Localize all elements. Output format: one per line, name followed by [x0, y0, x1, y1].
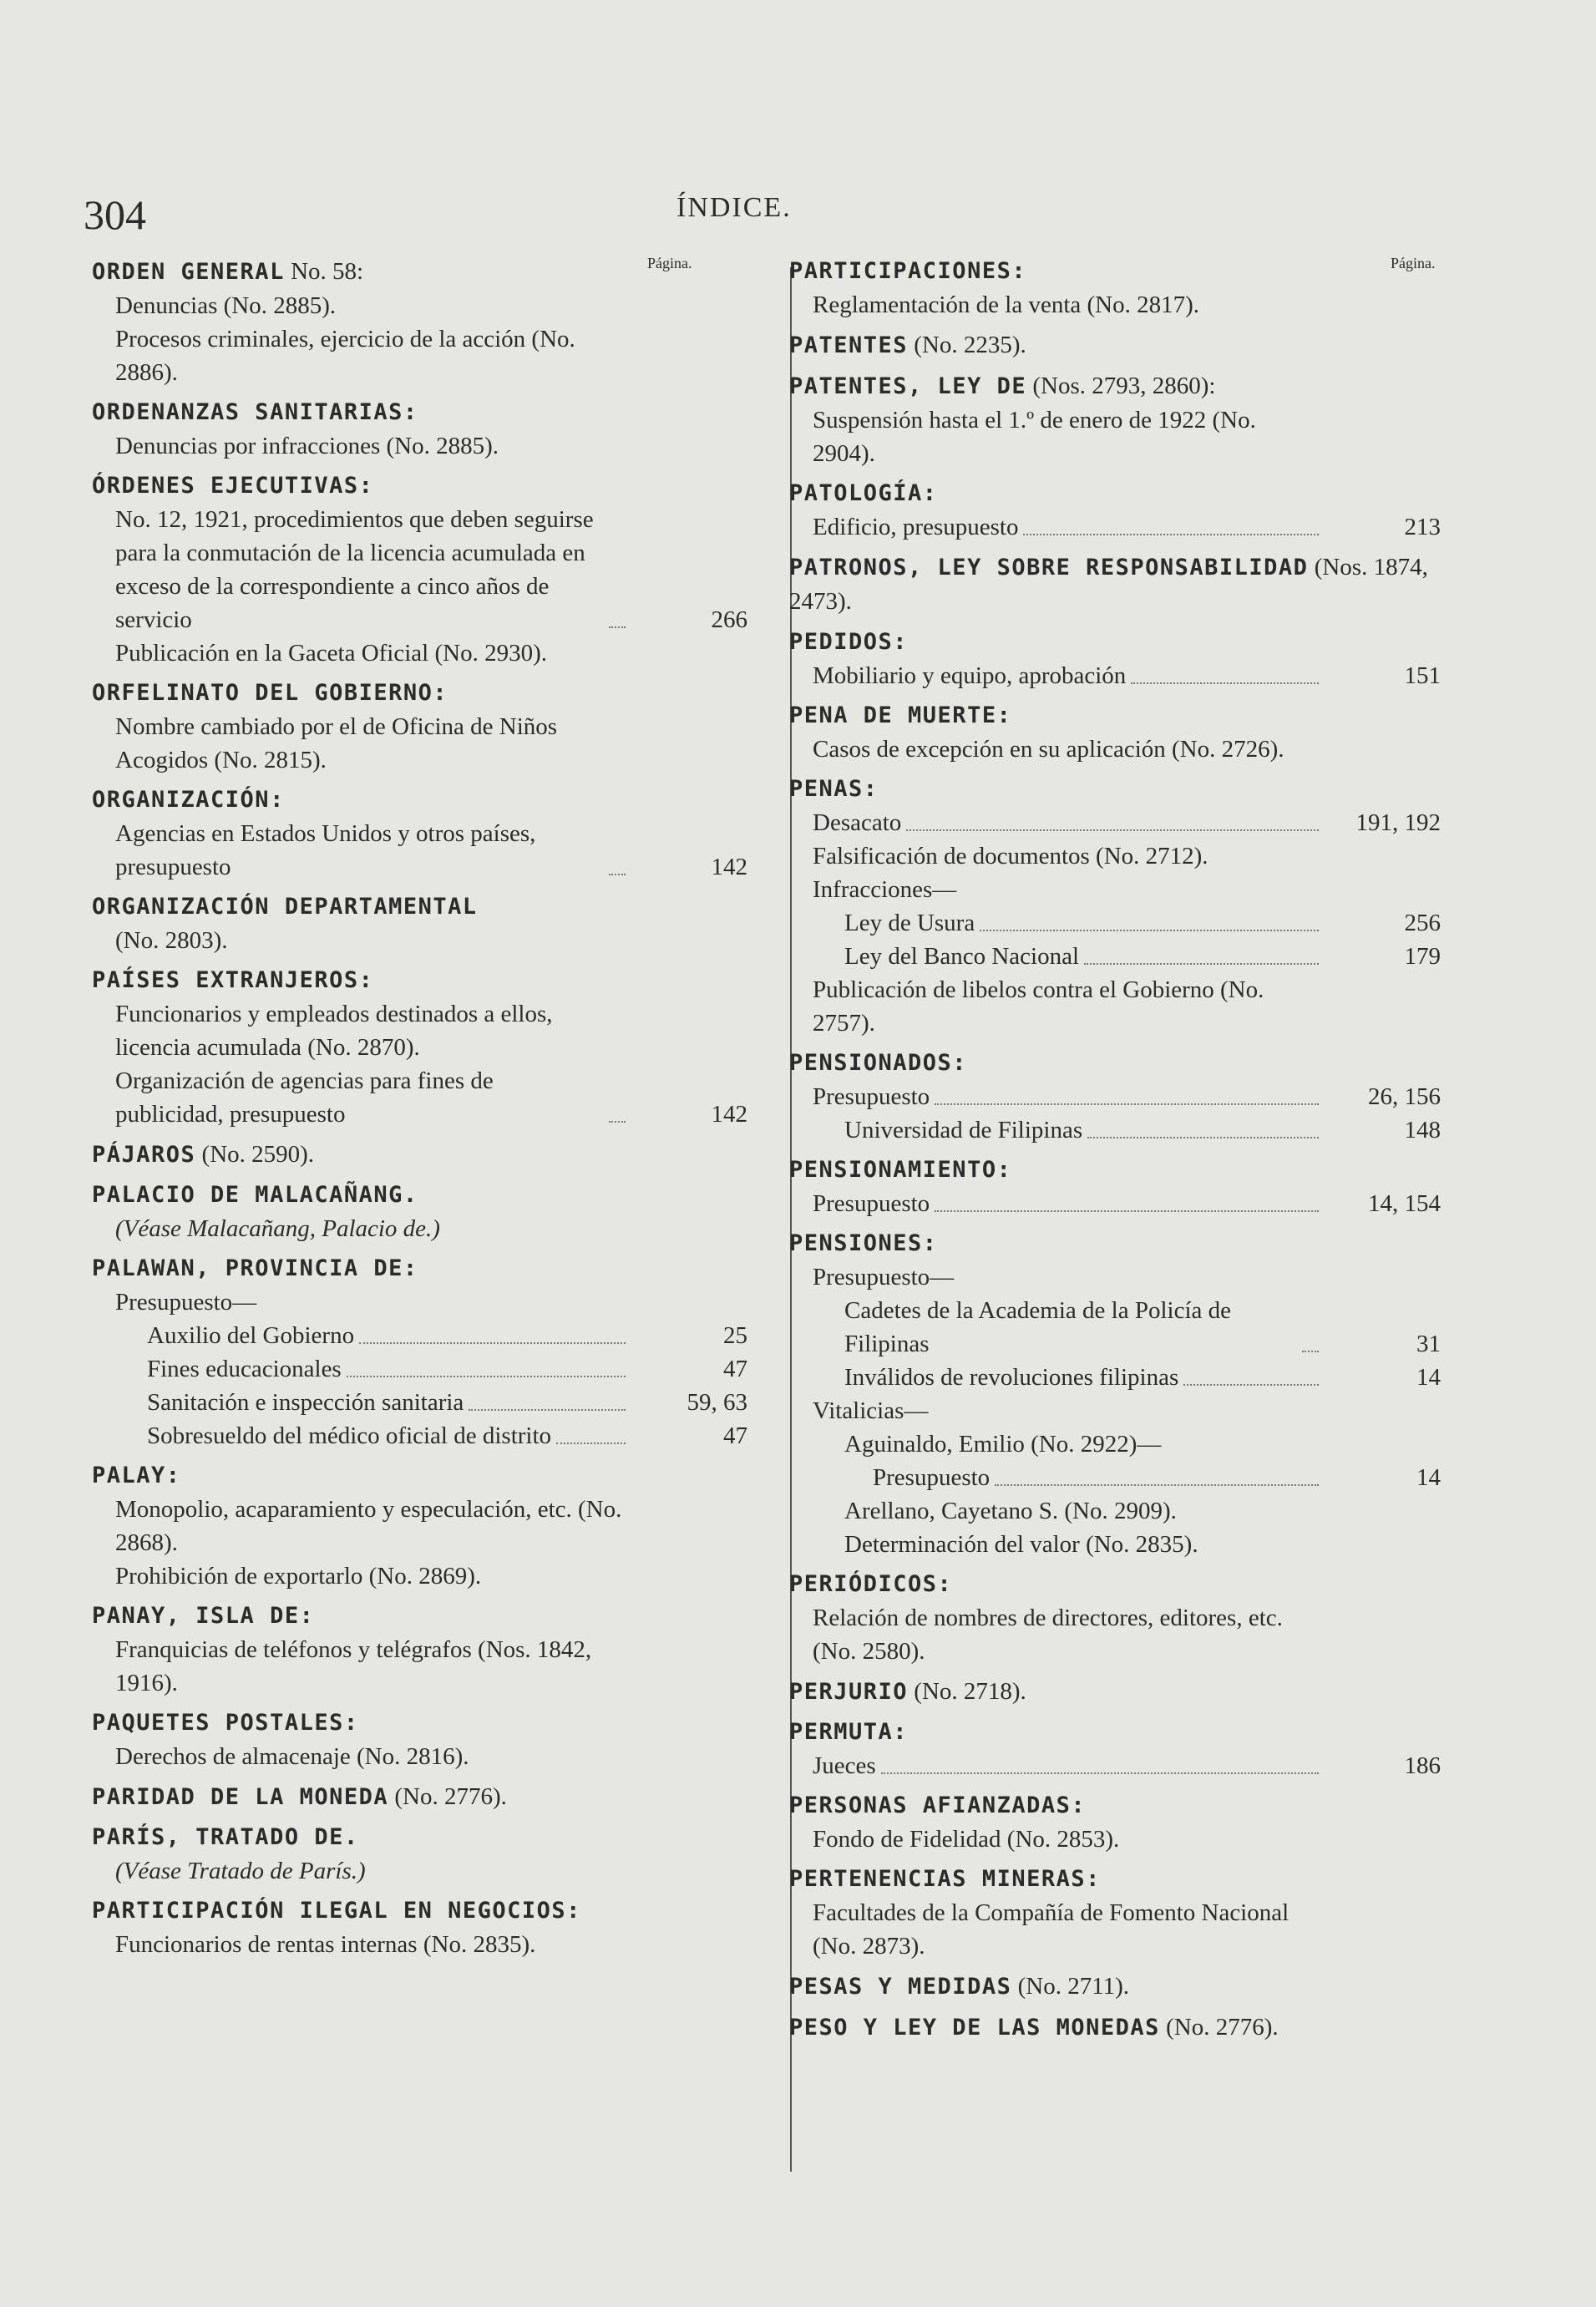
sub-entry-text: Funcionarios de rentas internas (No. 2835).: [115, 1931, 536, 1958]
page-reference: 14: [1416, 1364, 1441, 1391]
page-reference: 142: [711, 854, 747, 880]
sub-entry-text: Ley del Banco Nacional: [844, 943, 1080, 970]
entry-heading-text: PENSIONES:: [789, 1230, 938, 1256]
dot-leader: [935, 1103, 1319, 1105]
dot-leader: [469, 1409, 626, 1411]
entry-heading: [92, 1821, 747, 1854]
sub-entry: [789, 1823, 1441, 1856]
entry-heading: [789, 255, 1441, 288]
entry-heading-text: PERIÓDICOS:: [789, 1571, 953, 1597]
sub-entry: [789, 1080, 1441, 1113]
dot-leader: [556, 1443, 626, 1444]
page-reference: 59, 63: [687, 1389, 747, 1416]
sub-entry: [92, 503, 747, 636]
entry-heading: [789, 2010, 1441, 2045]
entry-heading-text: PENSIONADOS:: [789, 1050, 968, 1076]
entry-heading-text: PENA DE MUERTE:: [789, 702, 1012, 728]
page-reference: 47: [723, 1356, 747, 1382]
entry-heading-text: PAQUETES POSTALES:: [92, 1710, 359, 1736]
sub-entry: [789, 1113, 1441, 1147]
sub-entry-text: Facultades de la Compañía de Fomento Nacional (No. 2873).: [813, 1899, 1289, 1960]
entry-heading: [789, 328, 1441, 363]
page-reference: 148: [1404, 1117, 1441, 1143]
index-entry: [789, 550, 1441, 619]
sub-entry: [789, 839, 1441, 873]
sub-entry: [92, 429, 747, 463]
sub-entry: [789, 1294, 1441, 1361]
sub-entry-text: Desacato: [813, 809, 902, 836]
entry-heading-ref: No. 58:: [284, 258, 364, 285]
sub-entry-text: Relación de nombres de directores, editores, etc. (No. 2580).: [813, 1605, 1283, 1665]
sub-entry: [92, 1386, 747, 1419]
sub-entry-text: Infracciones—: [813, 876, 957, 903]
page-reference: 213: [1404, 514, 1441, 540]
entry-heading: [789, 1047, 1441, 1080]
sub-entry-text: Inválidos de revoluciones filipinas: [844, 1364, 1179, 1391]
entry-heading: [92, 396, 747, 429]
entry-heading-ref: (No. 2776).: [1159, 2014, 1279, 2041]
entry-heading-ref: (No. 2711).: [1011, 1973, 1130, 2000]
index-entry: [92, 255, 747, 389]
page-reference: 266: [711, 606, 747, 633]
sub-entry-text: Franquicias de teléfonos y telégrafos (Nos. 1842, 1916).: [115, 1636, 592, 1696]
index-entry: [92, 890, 747, 957]
sub-entry: [92, 289, 747, 322]
sub-entry-text: Publicación en la Gaceta Oficial (No. 2930).: [115, 640, 547, 667]
dot-leader: [980, 930, 1319, 931]
sub-entry-text: Fines educacionales: [147, 1356, 342, 1382]
entry-heading-ref: (No. 2235).: [908, 332, 1026, 358]
entry-heading-text: PATENTES, LEY DE: [789, 373, 1027, 399]
sub-entry-text: Arellano, Cayetano S. (No. 2909).: [844, 1498, 1177, 1524]
sub-entry: [789, 940, 1441, 973]
sub-entry: [789, 510, 1441, 544]
entry-heading: [789, 1863, 1441, 1896]
sub-entry-text: Procesos criminales, ejercicio de la acción (No. 2886).: [115, 326, 575, 386]
entry-heading-text: PATENTES: [789, 332, 909, 358]
sub-entry-text: (No. 2803).: [115, 927, 228, 954]
sub-entry: [789, 1896, 1441, 1963]
entry-heading-text: ÓRDENES EJECUTIVAS:: [92, 473, 374, 499]
entry-heading-text: PATRONOS, LEY SOBRE RESPONSABILIDAD: [789, 555, 1309, 581]
pagina-label-left: Página.: [647, 255, 692, 271]
dot-leader: [609, 1121, 626, 1123]
entry-heading-text: PERMUTA:: [789, 1719, 909, 1745]
entry-heading: [92, 1138, 747, 1172]
entry-heading-ref: (Nos. 2793, 2860):: [1026, 373, 1216, 399]
index-entry: [92, 1252, 747, 1453]
page-reference: 25: [723, 1322, 747, 1349]
entry-heading: [92, 783, 747, 817]
sub-entry: [92, 924, 747, 957]
index-entry: [789, 1675, 1441, 1709]
index-entry: [789, 2010, 1441, 2045]
sub-entry: [789, 288, 1441, 322]
sub-entry: [789, 806, 1441, 839]
index-entry: [92, 1600, 747, 1700]
entry-heading: [789, 1716, 1441, 1749]
sub-entry-text: Presupuesto—: [115, 1289, 257, 1316]
sub-entry-text: Denuncias por infracciones (No. 2885).: [115, 433, 499, 459]
entry-heading: [789, 626, 1441, 659]
entry-heading: [92, 1459, 747, 1493]
sub-entry: [92, 636, 747, 670]
entry-heading-ref: (No. 2718).: [908, 1678, 1026, 1705]
sub-entry: [92, 1493, 747, 1559]
sub-entry: [92, 1854, 747, 1888]
index-entry: [789, 1227, 1441, 1561]
sub-entry-text: Prohibición de exportarlo (No. 2869).: [115, 1563, 482, 1590]
entry-heading-text: ORGANIZACIÓN:: [92, 787, 285, 813]
dot-leader: [881, 1772, 1319, 1774]
sub-entry-text: Presupuesto: [873, 1464, 991, 1491]
index-entry: [92, 469, 747, 670]
entry-heading: [92, 964, 747, 997]
sub-entry-text: Auxilio del Gobierno: [147, 1322, 355, 1349]
index-column-left: [92, 255, 747, 1968]
sub-entry-text: Vitalicias—: [813, 1397, 929, 1424]
index-entry: [789, 1047, 1441, 1147]
entry-heading: [789, 699, 1441, 733]
entry-heading-text: ORGANIZACIÓN DEPARTAMENTAL: [92, 894, 478, 920]
sub-entry-text: Falsificación de documentos (No. 2712).: [813, 843, 1208, 870]
entry-heading: [789, 550, 1441, 619]
index-entry: [789, 328, 1441, 363]
entry-heading-text: PARIDAD DE LA MONEDA: [92, 1784, 389, 1810]
entry-heading-text: PARTICIPACIÓN ILEGAL EN NEGOCIOS:: [92, 1898, 581, 1924]
sub-entry-text: (Véase Tratado de París.): [115, 1858, 366, 1884]
entry-heading-text: PERJURIO: [789, 1679, 909, 1705]
sub-entry-text: Determinación del valor (No. 2835).: [844, 1531, 1198, 1558]
index-entry: [789, 626, 1441, 692]
sub-entry: [789, 1260, 1441, 1294]
index-entry: [789, 1716, 1441, 1782]
sub-entry: [92, 817, 747, 884]
index-entry: [92, 1894, 747, 1961]
sub-entry-text: Derechos de almacenaje (No. 2816).: [115, 1743, 469, 1770]
sub-entry: [789, 1394, 1441, 1427]
sub-entry: [789, 1601, 1441, 1668]
sub-entry-text: Edificio, presupuesto: [813, 514, 1019, 540]
page-reference: 14, 154: [1368, 1190, 1441, 1217]
dot-leader: [935, 1210, 1319, 1212]
sub-entry: [92, 1419, 747, 1453]
sub-entry-text: Agencias en Estados Unidos y otros países, presupuesto: [115, 820, 536, 880]
entry-heading: [92, 1894, 747, 1928]
sub-entry: [789, 1361, 1441, 1394]
pagina-label-right: Página.: [1391, 255, 1436, 271]
sub-entry-text: (Véase Malacañang, Palacio de.): [115, 1215, 440, 1242]
dot-leader: [995, 1484, 1319, 1486]
entry-heading: [789, 1675, 1441, 1709]
sub-entry: [92, 1740, 747, 1773]
page-reference: 256: [1404, 910, 1441, 936]
entry-heading: [92, 469, 747, 503]
sub-entry-text: Jueces: [813, 1752, 876, 1779]
entry-heading: [92, 677, 747, 710]
entry-heading: [92, 255, 747, 289]
sub-entry-text: Suspensión hasta el 1.º de enero de 1922 (No. 2904).: [813, 407, 1256, 467]
sub-entry: [92, 322, 747, 389]
index-entry: [789, 1789, 1441, 1856]
sub-entry: [789, 1427, 1441, 1461]
index-entry: [789, 1970, 1441, 2004]
page-reference: 142: [711, 1101, 747, 1128]
sub-entry: [92, 1212, 747, 1245]
sub-entry: [789, 906, 1441, 940]
entry-heading-ref: (No. 2590).: [195, 1141, 315, 1168]
sub-entry: [92, 1352, 747, 1386]
entry-heading-text: PATOLOGÍA:: [789, 480, 938, 506]
sub-entry: [92, 1559, 747, 1593]
sub-entry: [789, 1461, 1441, 1494]
index-entry: [789, 369, 1441, 470]
index-entry: [789, 1863, 1441, 1963]
entry-heading-text: PENSIONAMIENTO:: [789, 1157, 1012, 1183]
sub-entry-text: Fondo de Fidelidad (No. 2853).: [813, 1826, 1120, 1853]
index-entry: [92, 783, 747, 884]
entry-heading: [789, 477, 1441, 510]
entry-heading-text: PERTENENCIAS MINERAS:: [789, 1866, 1101, 1892]
sub-entry-text: Funcionarios y empleados destinados a ellos, licencia acumulada (No. 2870).: [115, 1001, 553, 1061]
sub-entry: [92, 1928, 747, 1961]
entry-heading-text: ORDEN GENERAL: [92, 259, 285, 285]
entry-heading-ref: (No. 2776).: [388, 1783, 507, 1810]
entry-heading-text: PARÍS, TRATADO DE.: [92, 1824, 359, 1850]
dot-leader: [1087, 1137, 1319, 1138]
sub-entry: [92, 1633, 747, 1700]
entry-heading: [92, 1179, 747, 1212]
index-entry: [92, 1459, 747, 1593]
entry-heading-text: PENAS:: [789, 776, 879, 802]
index-entry: [92, 677, 747, 777]
index-entry: [92, 1138, 747, 1172]
entry-heading: [789, 1789, 1441, 1823]
entry-heading: [789, 1970, 1441, 2004]
sub-entry-text: Ley de Usura: [844, 910, 975, 936]
sub-entry-text: Universidad de Filipinas: [844, 1117, 1083, 1143]
entry-heading-text: PERSONAS AFIANZADAS:: [789, 1792, 1087, 1818]
entry-heading: [789, 1568, 1441, 1601]
page-reference: 151: [1404, 662, 1441, 689]
entry-heading: [92, 1706, 747, 1740]
entry-heading-ref: (Nos. 1874, 2473).: [789, 554, 1428, 615]
sub-entry: [789, 1187, 1441, 1220]
index-entry: [92, 1780, 747, 1814]
entry-heading: [92, 1252, 747, 1285]
sub-entry-text: Presupuesto: [813, 1190, 930, 1217]
page-reference: 179: [1404, 943, 1441, 970]
dot-leader: [609, 874, 626, 875]
sub-entry-text: Sobresueldo del médico oficial de distrito: [147, 1422, 552, 1449]
sub-entry-text: Casos de excepción en su aplicación (No. 2726).: [813, 736, 1284, 763]
sub-entry: [92, 1064, 747, 1131]
sub-entry: [789, 973, 1441, 1040]
sub-entry-text: Reglamentación de la venta (No. 2817).: [813, 292, 1200, 318]
dot-leader: [347, 1376, 626, 1377]
entry-heading: [92, 1780, 747, 1814]
index-entry: [92, 1179, 747, 1245]
entry-heading-text: PESO Y LEY DE LAS MONEDAS: [789, 2015, 1160, 2041]
entry-heading: [789, 1227, 1441, 1260]
index-entry: [92, 396, 747, 463]
sub-entry-text: Cadetes de la Academia de la Policía de Filipinas: [844, 1297, 1232, 1357]
sub-entry: [92, 1285, 747, 1319]
dot-leader: [609, 626, 626, 628]
dot-leader: [1131, 682, 1319, 684]
sub-entry-text: Publicación de libelos contra el Gobierno (No. 2757).: [813, 976, 1264, 1037]
index-entry: [92, 964, 747, 1131]
dot-leader: [359, 1342, 626, 1344]
sub-entry-text: Sanitación e inspección sanitaria: [147, 1389, 464, 1416]
index-column-right: [789, 255, 1441, 2051]
sub-entry-text: Mobiliario y equipo, aprobación: [813, 662, 1127, 689]
entry-heading-text: PEDIDOS:: [789, 629, 909, 655]
entry-heading: [789, 773, 1441, 806]
entry-heading-text: ORFELINATO DEL GOBIERNO:: [92, 680, 448, 706]
index-entry: [92, 1821, 747, 1888]
dot-leader: [906, 829, 1319, 831]
entry-heading-text: PALAWAN, PROVINCIA DE:: [92, 1255, 418, 1281]
page-reference: 14: [1416, 1464, 1441, 1491]
page-reference: 186: [1404, 1752, 1441, 1779]
entry-heading: [92, 890, 747, 924]
page-number: 304: [84, 191, 146, 238]
page-title: ÍNDICE.: [676, 192, 792, 223]
dot-leader: [1084, 963, 1319, 965]
sub-entry: [789, 403, 1441, 470]
entry-heading: [789, 369, 1441, 403]
sub-entry-text: Monopolio, acaparamiento y especulación, etc. (No. 2868).: [115, 1496, 622, 1556]
entry-heading-text: PÁJAROS: [92, 1142, 196, 1168]
entry-heading-text: PALAY:: [92, 1463, 181, 1488]
entry-heading-text: PAÍSES EXTRANJEROS:: [92, 967, 374, 993]
entry-heading: [92, 1600, 747, 1633]
sub-entry-text: Denuncias (No. 2885).: [115, 292, 337, 319]
index-entry: [92, 1706, 747, 1773]
page-reference: 47: [723, 1422, 747, 1449]
index-entry: [789, 773, 1441, 1040]
sub-entry-text: No. 12, 1921, procedimientos que deben seguirse para la conmutación de la licencia acumulada en exceso de la correspondiente a cinco años de servicio: [115, 506, 594, 633]
entry-heading-text: ORDENANZAS SANITARIAS:: [92, 399, 418, 425]
index-entry: [789, 1154, 1441, 1220]
sub-entry: [789, 1749, 1441, 1782]
entry-heading-text: PALACIO DE MALACAÑANG.: [92, 1182, 418, 1208]
sub-entry: [789, 733, 1441, 766]
sub-entry: [789, 873, 1441, 906]
dot-leader: [1302, 1351, 1319, 1352]
sub-entry-text: Organización de agencias para fines de publicidad, presupuesto: [115, 1067, 494, 1128]
sub-entry: [789, 1528, 1441, 1561]
entry-heading: [789, 1154, 1441, 1187]
dot-leader: [1023, 534, 1319, 535]
sub-entry-text: Presupuesto: [813, 1083, 930, 1110]
entry-heading-text: PARTICIPACIONES:: [789, 258, 1027, 284]
sub-entry: [92, 1319, 747, 1352]
index-entry: [789, 699, 1441, 766]
sub-entry-text: Nombre cambiado por el de Oficina de Niños Acogidos (No. 2815).: [115, 713, 558, 773]
index-entry: [789, 255, 1441, 322]
sub-entry-text: Presupuesto—: [813, 1264, 955, 1290]
sub-entry: [789, 1494, 1441, 1528]
entry-heading-text: PANAY, ISLA DE:: [92, 1603, 315, 1629]
sub-entry: [92, 997, 747, 1064]
sub-entry: [92, 710, 747, 777]
entry-heading-text: PESAS Y MEDIDAS: [789, 1974, 1012, 2000]
page-reference: 26, 156: [1368, 1083, 1441, 1110]
index-entry: [789, 477, 1441, 544]
index-entry: [789, 1568, 1441, 1668]
page-reference: 191, 192: [1355, 809, 1441, 836]
dot-leader: [1183, 1384, 1319, 1386]
sub-entry-text: Aguinaldo, Emilio (No. 2922)—: [844, 1431, 1162, 1458]
page-reference: 31: [1416, 1331, 1441, 1357]
sub-entry: [789, 659, 1441, 692]
